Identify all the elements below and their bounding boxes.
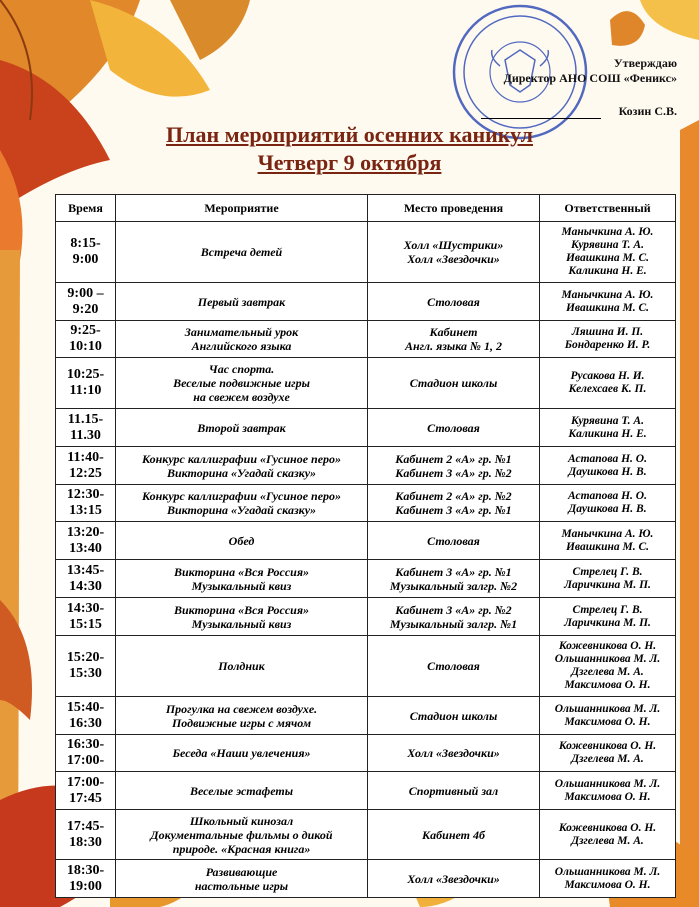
responsible-cell (540, 409, 676, 447)
event-line: Развивающие (205, 864, 278, 879)
responsible-cell (540, 772, 676, 810)
responsible-cell (540, 283, 676, 321)
responsible-line: Ольшанникова М. Л. (554, 653, 661, 665)
responsible-line: Манычкина А. Ю. (561, 527, 654, 540)
time-line: 10:25- (66, 367, 105, 382)
responsible-line: Максимова О. Н. (564, 790, 651, 803)
event-line: Встреча детей (200, 245, 283, 259)
place-cell (368, 598, 540, 636)
time-line: 12:25 (69, 465, 102, 481)
event-line: Викторина «Угадай сказку» (166, 503, 317, 517)
event-line: настольные игры (194, 878, 289, 893)
time-line: 16:30- (66, 737, 105, 752)
event-line: Викторина «Вся Россия» (173, 602, 310, 617)
table-row (56, 697, 676, 735)
event-line: Первый завтрак (197, 294, 286, 309)
responsible-cell (540, 447, 676, 485)
table-row (56, 598, 676, 636)
responsible-line: Стрелец Г. В. (572, 565, 643, 578)
place-cell (368, 447, 540, 485)
responsible-cell (540, 222, 676, 283)
responsible-line: Кожевникова О. Н. (558, 640, 657, 652)
event-cell (116, 560, 368, 598)
event-line: Музыкальный квиз (191, 578, 292, 593)
time-line: 11.30 (70, 427, 101, 443)
table-row (56, 485, 676, 522)
event-line: Полдник (218, 659, 265, 673)
place-line: Кабинет 3 «А» гр. №2 (395, 465, 512, 480)
time-line: 16:30 (69, 715, 102, 731)
event-cell (116, 860, 368, 898)
event-line: природе. «Красная книга» (172, 841, 311, 856)
table-row (56, 283, 676, 321)
event-line: Занимательный урок (184, 325, 299, 339)
responsible-cell (540, 810, 676, 860)
place-cell (368, 522, 540, 560)
responsible-line: Русакова Н. И. (570, 370, 645, 382)
responsible-line: Бондаренко И. Р. (564, 339, 651, 351)
time-cell (56, 321, 116, 358)
responsible-line: Ляшина И. П. (571, 326, 644, 338)
responsible-cell (540, 735, 676, 772)
event-line: Прогулка на свежем воздухе. (165, 701, 318, 716)
time-cell (56, 522, 116, 560)
responsible-line: Манычкина А. Ю. (561, 288, 654, 301)
responsible-line: Дзгелева М. А. (571, 666, 644, 678)
responsible-line: Астапова Н. О. (567, 490, 647, 502)
time-cell (56, 222, 116, 283)
event-cell (116, 810, 368, 860)
time-line: 14:30- (66, 600, 105, 616)
time-line: 17:00- (66, 753, 105, 768)
time-cell (56, 358, 116, 409)
responsible-line: Келехсаев К. П. (568, 383, 647, 395)
responsible-line: Ивашкина М. С. (565, 540, 650, 553)
event-line: Конкурс каллиграфии «Гусиное перо» (141, 489, 342, 503)
event-cell (116, 409, 368, 447)
event-line: Час спорта. (208, 362, 275, 376)
place-line: Кабинет 4б (422, 827, 485, 842)
header-time: Время (56, 195, 116, 222)
responsible-line: Каликина Н. Е. (568, 427, 647, 440)
time-line: 9:00 – (67, 285, 104, 301)
time-line: 15:30 (69, 666, 102, 681)
place-cell (368, 560, 540, 598)
place-cell (368, 860, 540, 898)
header-place: Место проведения (368, 195, 540, 222)
time-line: 15:40- (66, 699, 105, 715)
table-row (56, 636, 676, 697)
place-line: Столовая (427, 294, 480, 309)
event-line: Английского языка (191, 339, 292, 353)
responsible-line: Курявина Т. А. (571, 414, 644, 427)
event-line: Обед (228, 533, 255, 548)
time-cell (56, 772, 116, 810)
event-cell (116, 283, 368, 321)
approve-label: Утверждаю (613, 56, 677, 70)
event-cell (116, 447, 368, 485)
event-cell (116, 358, 368, 409)
responsible-line: Стрелец Г. В. (572, 603, 643, 616)
time-line: 11:40- (67, 449, 104, 465)
event-line: Второй завтрак (197, 420, 286, 435)
place-cell (368, 409, 540, 447)
table-row (56, 772, 676, 810)
place-line: Стадион школы (409, 376, 498, 390)
time-line: 13:20- (66, 524, 105, 540)
event-line: Школьный кинозал (189, 813, 294, 828)
event-line: Веселые эстафеты (189, 783, 294, 798)
place-cell (368, 810, 540, 860)
time-line: 19:00 (69, 878, 102, 894)
responsible-line: Максимова О. Н. (564, 715, 651, 728)
time-line: 17:00- (66, 774, 105, 790)
place-cell (368, 485, 540, 522)
table-row (56, 810, 676, 860)
responsible-line: Дзгелева М. А. (571, 834, 644, 847)
event-line: Конкурс каллиграфии «Гусиное перо» (141, 451, 342, 466)
event-line: Викторина «Угадай сказку» (166, 465, 317, 480)
time-line: 9:20 (72, 301, 99, 317)
event-line: Документальные фильмы о дикой (150, 827, 333, 842)
responsible-line: Кожевникова О. Н. (558, 740, 657, 752)
place-cell (368, 697, 540, 735)
responsible-cell (540, 522, 676, 560)
page-title: План мероприятий осенних каникул (166, 122, 533, 147)
place-line: Холл «Звездочки» (407, 871, 500, 886)
table-row (56, 358, 676, 409)
director-name: Козин С.В. (618, 104, 677, 118)
time-cell (56, 485, 116, 522)
responsible-line: Даушкова Н. В. (568, 465, 647, 478)
place-cell (368, 772, 540, 810)
responsible-cell (540, 358, 676, 409)
schedule-rows (56, 222, 676, 898)
time-line: 18:30 (69, 834, 102, 850)
place-cell (368, 735, 540, 772)
table-row (56, 735, 676, 772)
time-line: 13:45- (66, 562, 105, 578)
place-line: Кабинет (429, 325, 478, 339)
place-line: Музыкальный залгр. №1 (389, 616, 518, 631)
responsible-line: Ольшанникова М. Л. (554, 777, 661, 790)
responsible-cell (540, 560, 676, 598)
time-line: 10:10 (69, 339, 102, 354)
event-cell (116, 772, 368, 810)
place-cell (368, 283, 540, 321)
responsible-line: Каликина Н. Е. (568, 265, 647, 277)
time-line: 17:45- (66, 818, 105, 834)
responsible-cell (540, 636, 676, 697)
event-line: Веселые подвижные игры (173, 376, 310, 390)
header-event: Мероприятие (116, 195, 368, 222)
responsible-line: Ларичкина М. П. (564, 578, 651, 591)
time-line: 17:45 (69, 790, 102, 806)
place-line: Холл «Звездочки» (407, 746, 500, 760)
table-row (56, 522, 676, 560)
table-header-row (56, 195, 676, 222)
responsible-cell (540, 321, 676, 358)
responsible-line: Астапова Н. О. (567, 452, 647, 465)
responsible-cell (540, 697, 676, 735)
time-cell (56, 598, 116, 636)
responsible-line: Ольшанникова М. Л. (554, 702, 661, 715)
place-line: Столовая (427, 659, 480, 673)
place-line: Кабинет 3 «А» гр. №2 (395, 602, 512, 617)
place-line: Спортивный зал (408, 783, 499, 798)
place-line: Столовая (427, 533, 480, 548)
time-cell (56, 560, 116, 598)
place-line: Стадион школы (409, 708, 498, 723)
place-cell (368, 222, 540, 283)
schedule-table (55, 194, 676, 898)
time-line: 9:00 (72, 252, 99, 267)
responsible-line: Ивашкина М. С. (565, 301, 650, 314)
table-row (56, 860, 676, 898)
event-line: Беседа «Наши увлечения» (172, 746, 311, 760)
place-line: Англ. языка № 1, 2 (404, 339, 503, 353)
table-row (56, 222, 676, 283)
time-line: 15:15 (69, 616, 102, 632)
place-cell (368, 358, 540, 409)
responsible-line: Ивашкина М. С. (565, 252, 650, 264)
responsible-line: Дзгелева М. А. (571, 753, 644, 765)
time-cell (56, 860, 116, 898)
event-cell (116, 697, 368, 735)
time-line: 18:30- (66, 862, 105, 878)
place-line: Кабинет 2 «А» гр. №2 (395, 489, 512, 503)
place-line: Кабинет 3 «А» гр. №1 (395, 564, 512, 579)
responsible-line: Ольшанникова М. Л. (554, 865, 661, 878)
table-row (56, 321, 676, 358)
responsible-line: Кожевникова О. Н. (558, 821, 657, 834)
table-row (56, 409, 676, 447)
time-line: 15:20- (66, 650, 105, 665)
signature-line (481, 118, 601, 119)
time-line: 11:10 (69, 383, 102, 398)
time-cell (56, 283, 116, 321)
responsible-cell (540, 860, 676, 898)
table-row (56, 447, 676, 485)
leaf-decoration (680, 120, 699, 907)
time-line: 13:15 (69, 503, 102, 518)
time-cell (56, 735, 116, 772)
time-line: 14:30 (69, 578, 102, 594)
header-responsible: Ответственный (540, 195, 676, 222)
place-line: Столовая (427, 420, 480, 435)
event-cell (116, 735, 368, 772)
responsible-cell (540, 598, 676, 636)
event-cell (116, 485, 368, 522)
time-line: 12:30- (66, 487, 105, 502)
time-line: 13:40 (69, 540, 102, 556)
place-line: Холл «Звездочки» (407, 252, 500, 266)
time-cell (56, 447, 116, 485)
responsible-line: Ларичкина М. П. (564, 616, 651, 629)
time-cell (56, 409, 116, 447)
event-line: Музыкальный квиз (191, 616, 292, 631)
place-line: Музыкальный залгр. №2 (389, 578, 518, 593)
responsible-cell (540, 485, 676, 522)
responsible-line: Курявина Т. А. (571, 239, 644, 251)
place-line: Холл «Шустрики» (403, 238, 504, 252)
place-line: Кабинет 2 «А» гр. №1 (395, 451, 512, 466)
event-cell (116, 522, 368, 560)
place-cell (368, 636, 540, 697)
event-line: Викторина «Вся Россия» (173, 564, 310, 579)
time-cell (56, 697, 116, 735)
director-title: Директор АНО СОШ «Феникс» (503, 71, 677, 85)
approval-block (481, 56, 677, 119)
time-line: 8:15- (70, 236, 101, 251)
event-cell (116, 636, 368, 697)
responsible-line: Максимова О. Н. (564, 679, 651, 691)
responsible-line: Даушкова Н. В. (568, 503, 647, 515)
time-cell (56, 810, 116, 860)
responsible-line: Максимова О. Н. (564, 878, 651, 891)
event-line: Подвижные игры с мячом (171, 715, 312, 730)
responsible-line: Манычкина А. Ю. (561, 226, 654, 238)
page-subtitle: Четверг 9 октября (257, 150, 442, 175)
table-row (56, 560, 676, 598)
place-line: Кабинет 3 «А» гр. №1 (395, 503, 512, 517)
event-cell (116, 321, 368, 358)
event-cell (116, 598, 368, 636)
time-line: 11.15- (67, 411, 104, 427)
event-cell (116, 222, 368, 283)
event-line: на свежем воздухе (193, 390, 290, 404)
time-cell (56, 636, 116, 697)
place-cell (368, 321, 540, 358)
time-line: 9:25- (70, 323, 101, 338)
